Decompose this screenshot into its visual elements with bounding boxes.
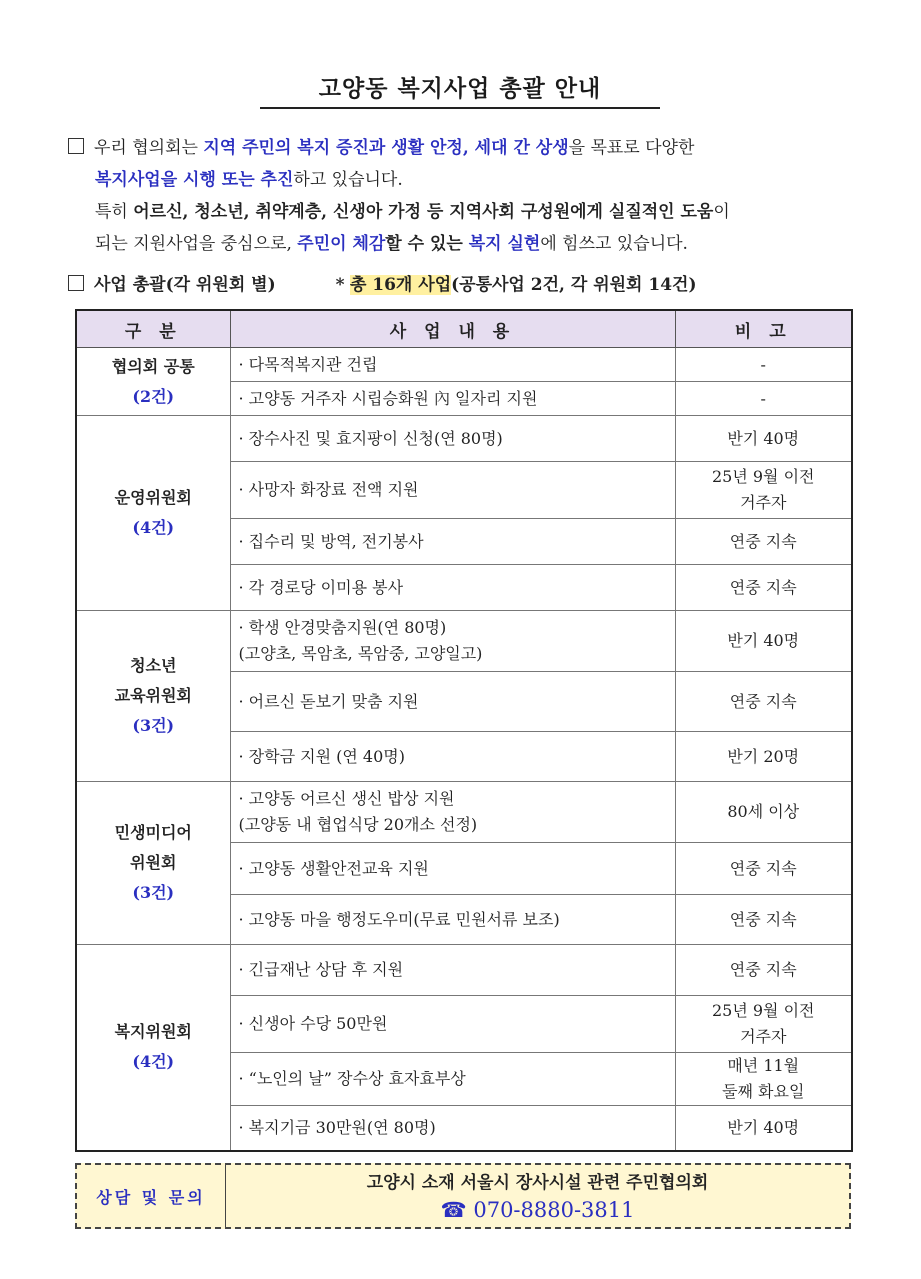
program-note (675, 611, 852, 672)
program-item (230, 895, 675, 945)
program-item-line: · “노인의 날” 장수상 효자효부상 (238, 1069, 466, 1088)
page-title: 고양동 복지사업 총괄 안내 (260, 70, 660, 109)
program-item-line: · 어르신 돋보기 맞춤 지원 (238, 691, 419, 711)
contact-phone-line (226, 1198, 849, 1222)
program-note-line: 연중 지속 (729, 858, 797, 878)
program-item-line: · 고양동 거주자 시립승화원 內 일자리 지원 (238, 388, 538, 408)
summary-star: * (335, 275, 345, 295)
contact-label: 상담 및 문의 (77, 1165, 226, 1227)
program-item (230, 565, 675, 611)
intro-emphasis: 할 수 있는 (385, 234, 469, 254)
program-note-line: 연중 지속 (729, 691, 797, 711)
header-content: 사 업 내 용 (230, 310, 675, 348)
program-item (230, 382, 675, 416)
program-item-line: · 장수사진 및 효지팡이 신청(연 80명) (238, 428, 503, 448)
intro-paragraph (68, 132, 858, 260)
program-note-line: 연중 지속 (729, 960, 797, 979)
group-count: (3건) (132, 716, 175, 735)
program-note-line: 반기 40명 (727, 631, 800, 650)
program-item-line: · 신생아 수당 50만원 (238, 1014, 388, 1033)
table-row (76, 945, 852, 996)
program-item (230, 416, 675, 462)
table-row (76, 611, 852, 672)
program-note-line: 반기 40명 (727, 428, 800, 448)
program-note (675, 945, 852, 996)
intro-line-3 (68, 196, 858, 228)
program-note (675, 519, 852, 565)
program-note-line: - (760, 388, 766, 408)
summary-label: 사업 총괄(각 위원회 별) (94, 275, 276, 295)
phone-icon: ☎ (440, 1198, 467, 1222)
group-name: 복지위원회 (114, 1022, 192, 1042)
intro-text: 하고 있습니다. (293, 170, 403, 190)
summary-detail: (공통사업 2건, 각 위원회 14건) (451, 275, 697, 295)
intro-line-1 (68, 132, 858, 164)
group-count: (2건) (132, 386, 175, 406)
program-item (230, 843, 675, 895)
program-note-line: 25년 9월 이전 (711, 467, 815, 486)
program-item (230, 1106, 675, 1151)
group-name: 청소년 (130, 656, 177, 675)
program-item-line: · 집수리 및 방역, 전기봉사 (238, 531, 424, 551)
intro-emphasis: 복지 실현 (468, 234, 541, 254)
program-note (675, 996, 852, 1053)
program-item-line: · 학생 안경맞춤지원(연 80명) (238, 618, 447, 637)
program-item-line: · 복지기금 30만원(연 80명) (238, 1117, 436, 1137)
group-count: (3건) (132, 883, 175, 902)
program-item-line: · 고양동 마을 행정도우미(무료 민원서류 보조) (238, 909, 560, 929)
program-note-line: 연중 지속 (729, 909, 797, 929)
group-name: 위원회 (130, 853, 177, 872)
program-note-line: 연중 지속 (729, 531, 797, 551)
program-item (230, 519, 675, 565)
group-name: 운영위원회 (114, 488, 192, 507)
program-note (675, 416, 852, 462)
summary-line (68, 270, 858, 295)
program-item-line: (고양동 내 협업식당 20개소 선정) (238, 815, 478, 834)
program-item (230, 1053, 675, 1106)
table-row (76, 348, 852, 382)
program-note-line: 25년 9월 이전 (711, 1001, 815, 1020)
program-note-line: 거주자 (740, 493, 787, 512)
contact-phone: 070-8880-3811 (473, 1198, 635, 1222)
intro-text: 되는 지원사업을 중심으로, (95, 234, 298, 254)
group-cell (76, 611, 230, 782)
program-item-line: · 각 경로당 이미용 봉사 (238, 577, 404, 597)
header-category: 구 분 (76, 310, 230, 348)
group-cell (76, 782, 230, 945)
intro-text: 을 목표로 다양한 (568, 138, 695, 158)
intro-emphasis: 지역 주민의 복지 증진과 생활 안정, 세대 간 상생 (203, 138, 569, 158)
group-cell (76, 416, 230, 611)
program-item (230, 462, 675, 519)
program-item-line: · 긴급재난 상담 후 지원 (238, 960, 404, 979)
program-item (230, 672, 675, 732)
table-row (76, 782, 852, 843)
program-note (675, 782, 852, 843)
contact-organization: 고양시 소재 서울시 장사시설 관련 주민협의회 (366, 1173, 709, 1193)
program-note-line: 반기 40명 (727, 1117, 800, 1137)
program-note (675, 565, 852, 611)
program-note (675, 672, 852, 732)
program-note (675, 382, 852, 416)
table-body (76, 348, 852, 1151)
summary-highlight: 총 16개 사업 (349, 275, 452, 295)
intro-line-2 (68, 164, 858, 196)
program-note (675, 348, 852, 382)
group-name: 교육위원회 (114, 686, 192, 705)
group-name: 협의회 공통 (111, 356, 195, 376)
intro-text: 우리 협의회는 (94, 138, 204, 158)
program-item (230, 611, 675, 672)
contact-info (226, 1165, 849, 1227)
program-note-line: 매년 11월 (727, 1056, 800, 1075)
program-note (675, 732, 852, 782)
intro-emphasis: 주민이 체감 (297, 234, 386, 254)
group-cell (76, 945, 230, 1151)
program-item-line: · 고양동 생활안전교육 지원 (238, 858, 429, 878)
program-item (230, 348, 675, 382)
program-note-line: 둘째 화요일 (722, 1082, 805, 1101)
group-name: 민생미디어 (114, 823, 192, 842)
program-note (675, 1053, 852, 1106)
intro-emphasis: 어르신, 청소년, 취약계층, 신생아 가정 등 지역사회 구성원에게 실질적인 도움 (133, 202, 714, 222)
program-note-line: 80세 이상 (727, 802, 800, 821)
program-note (675, 895, 852, 945)
program-item-line: · 장학금 지원 (연 40명) (238, 746, 405, 766)
program-table (75, 309, 853, 1152)
group-count: (4건) (132, 1052, 175, 1072)
program-item-line: · 고양동 어르신 생신 밥상 지원 (238, 789, 455, 808)
program-note-line: 반기 20명 (727, 746, 800, 766)
program-note (675, 462, 852, 519)
table-header-row (76, 310, 852, 348)
program-note (675, 843, 852, 895)
table-row (76, 416, 852, 462)
intro-line-4 (68, 228, 858, 260)
intro-text: 에 힘쓰고 있습니다. (540, 234, 688, 254)
contact-box (75, 1163, 851, 1229)
header-note: 비 고 (675, 310, 852, 348)
program-note-line: - (760, 354, 766, 374)
intro-text: 특히 (95, 202, 134, 222)
program-item-line: · 사망자 화장료 전액 지원 (238, 480, 419, 499)
program-note (675, 1106, 852, 1151)
program-item-line: (고양초, 목암초, 목암중, 고양일고) (238, 644, 483, 663)
checkbox-icon (68, 138, 84, 154)
group-count: (4건) (132, 518, 175, 537)
group-cell (76, 348, 230, 416)
program-item (230, 782, 675, 843)
intro-emphasis: 복지사업을 시행 또는 추진 (95, 170, 294, 190)
program-item-line: · 다목적복지관 건립 (238, 354, 378, 374)
program-note-line: 연중 지속 (729, 577, 797, 597)
checkbox-icon (68, 275, 84, 291)
program-item (230, 945, 675, 996)
program-item (230, 732, 675, 782)
program-note-line: 거주자 (740, 1027, 787, 1046)
intro-text: 이 (713, 202, 730, 222)
program-item (230, 996, 675, 1053)
